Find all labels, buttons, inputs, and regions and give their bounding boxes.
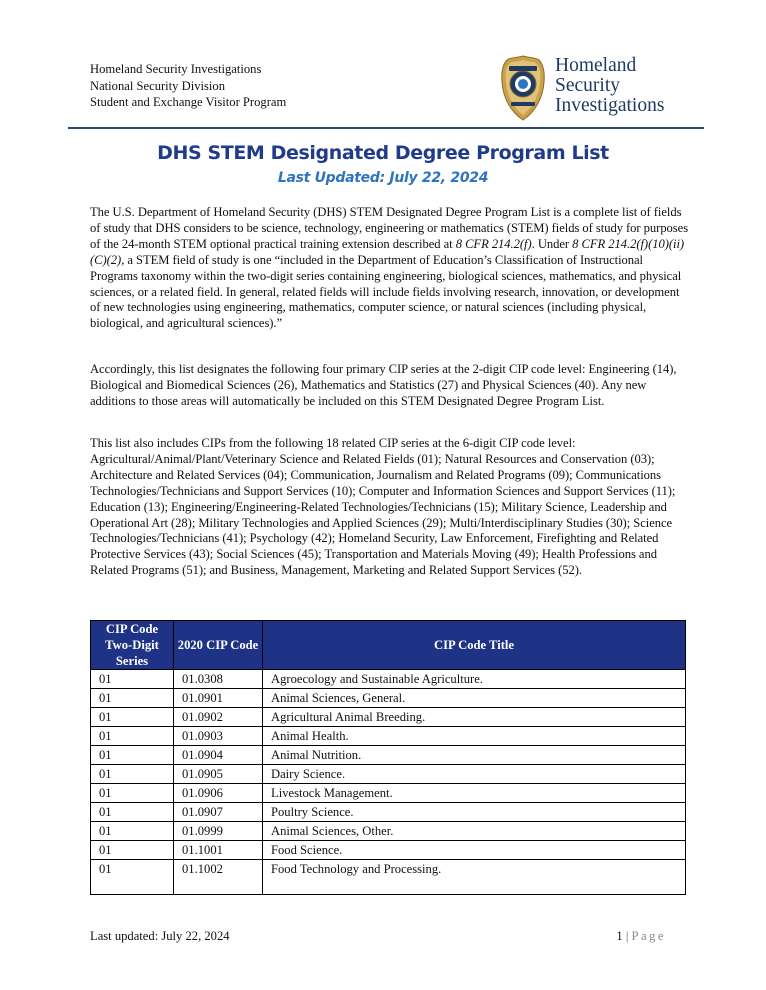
table-row: [91, 860, 686, 895]
cell-series: 01: [91, 784, 174, 803]
hsi-badge-icon: [499, 54, 547, 122]
page-label: Page: [631, 929, 666, 943]
cell-title: Agricultural Animal Breeding.: [263, 708, 686, 727]
document-title: DHS STEM Designated Degree Program List: [157, 142, 609, 164]
header-two-digit-series: CIP Code Two-Digit Series: [91, 621, 174, 670]
header-line-2: National Security Division: [90, 78, 226, 93]
cell-series: 01: [91, 765, 174, 784]
page-separator: |: [625, 929, 629, 943]
cell-code: 01.0901: [174, 689, 263, 708]
table-row: [91, 727, 686, 746]
table-row: [91, 746, 686, 765]
citation-2: 8 CFR 214.2(f)(10)(ii)(C)(2): [90, 236, 685, 267]
cell-title: Animal Sciences, General.: [263, 689, 686, 708]
intro-text-a: The U.S. Department of Homeland Security (DHS) STEM Designated Degree Program List is a complete list of fields of study that DHS considers to be science, technology, engineering or mathematics (STEM) fields of study for purposes of the 24-month STEM optional practical training extension described at: [90, 205, 689, 251]
cell-series: 01: [91, 803, 174, 822]
cell-title: Agroecology and Sustainable Agriculture.: [263, 670, 686, 689]
header-org-lines: [90, 61, 286, 111]
table-row: [91, 689, 686, 708]
para2-text: Accordingly, this list designates the following four primary CIP series at the 2-digit CIP code level: Engineering (14), Biological and Biomedical Sciences (26), Mathematics and Statistics (27) and Physical Sciences (40). Any new additions to those areas will automatically be included on this STEM Designated Degree Program List.: [90, 362, 677, 408]
cell-code: 01.0905: [174, 765, 263, 784]
cell-code: 01.0907: [174, 803, 263, 822]
cell-series: 01: [91, 822, 174, 841]
cell-series: 01: [91, 708, 174, 727]
cell-title: Dairy Science.: [263, 765, 686, 784]
cell-title: Animal Health.: [263, 727, 686, 746]
cell-code: 01.1002: [174, 860, 263, 895]
footer-last-updated: Last updated: July 22, 2024: [90, 929, 230, 943]
cell-title: Animal Nutrition.: [263, 746, 686, 765]
cell-series: 01: [91, 841, 174, 860]
cell-title: Livestock Management.: [263, 784, 686, 803]
table-row: [91, 822, 686, 841]
document-subtitle: Last Updated: July 22, 2024: [277, 170, 489, 186]
page-number: 1: [616, 929, 623, 943]
intro-text-c: , a STEM field of study is one “included in the Department of Education’s Classification of Instructional Programs taxonomy within the two-digit series containing engineering, biological sciences, mathematics, and physical sciences, or a related field. In general, related fields will include fields involving research, innovation, or development of new technologies using engineering, mathematics, computer science, or natural sciences (including physical, biological, and agricultural sciences).”: [90, 252, 682, 331]
table-row: [91, 803, 686, 822]
table-row: [91, 708, 686, 727]
header-cip-code: 2020 CIP Code: [174, 621, 263, 670]
table-row: [91, 765, 686, 784]
intro-text-b: . Under: [531, 236, 573, 251]
header-line-1: Homeland Security Investigations: [90, 62, 262, 76]
cell-title: Food Technology and Processing.: [263, 860, 686, 895]
cell-series: 01: [91, 670, 174, 689]
cell-code: 01.0904: [174, 746, 263, 765]
cell-code: 01.0308: [174, 670, 263, 689]
citation-1: 8 CFR 214.2(f): [455, 236, 532, 251]
logo-word-2: Security: [555, 75, 620, 96]
cip-table: [90, 620, 686, 895]
cell-code: 01.0906: [174, 784, 263, 803]
cell-code: 01.1001: [174, 841, 263, 860]
logo-word-1: Homeland: [555, 55, 637, 76]
para3-text: This list also includes CIPs from the following 18 related CIP series at the 6-digit CIP code level: Agricultural/Animal/Plant/Veterinary Science and Related Fields (01); Natural Resources and Conservation (03); Architecture and Related Services (04); Communication, Journalism and Related Programs (09); Communications Technologies/Technicians and Support Services (10); Computer and Information Sciences and Support Services (11); Education (13); Engineering/Engineering-Related Technologies/Technicians (15); Military Science, Leadership and Operational Art (28); Military Technologies and Applied Sciences (29); Multi/Interdisciplinary Studies (30); Science Technologies/Technicians (41); Psychology (42); Homeland Security, Law Enforcement, Firefighting and Related Protective Services (43); Social Sciences (45); Transportation and Materials Moving (49); Health Professions and Related Programs (51); and Business, Management, Marketing and Related Support Services (52).: [90, 436, 676, 578]
intro-paragraph: [90, 205, 690, 332]
table-row: [91, 841, 686, 860]
cell-code: 01.0903: [174, 727, 263, 746]
header-cip-title: CIP Code Title: [263, 621, 686, 670]
cell-series: 01: [91, 860, 174, 895]
logo-wordmark: [555, 56, 664, 116]
header-line-3: Student and Exchange Visitor Program: [90, 95, 287, 109]
table-row: [91, 784, 686, 803]
cell-title: Poultry Science.: [263, 803, 686, 822]
cell-code: 01.0999: [174, 822, 263, 841]
logo-word-3: Investigations: [555, 95, 665, 116]
primary-series-paragraph: [90, 362, 690, 410]
cell-series: 01: [91, 689, 174, 708]
footer-page-number: [616, 929, 666, 944]
header-rule: [68, 127, 704, 129]
hsi-logo: [499, 52, 679, 124]
cell-series: 01: [91, 727, 174, 746]
cell-title: Animal Sciences, Other.: [263, 822, 686, 841]
table-header-row: [91, 621, 686, 670]
cell-series: 01: [91, 746, 174, 765]
table-row: [91, 670, 686, 689]
cell-title: Food Science.: [263, 841, 686, 860]
related-series-paragraph: [90, 436, 690, 579]
cell-code: 01.0902: [174, 708, 263, 727]
